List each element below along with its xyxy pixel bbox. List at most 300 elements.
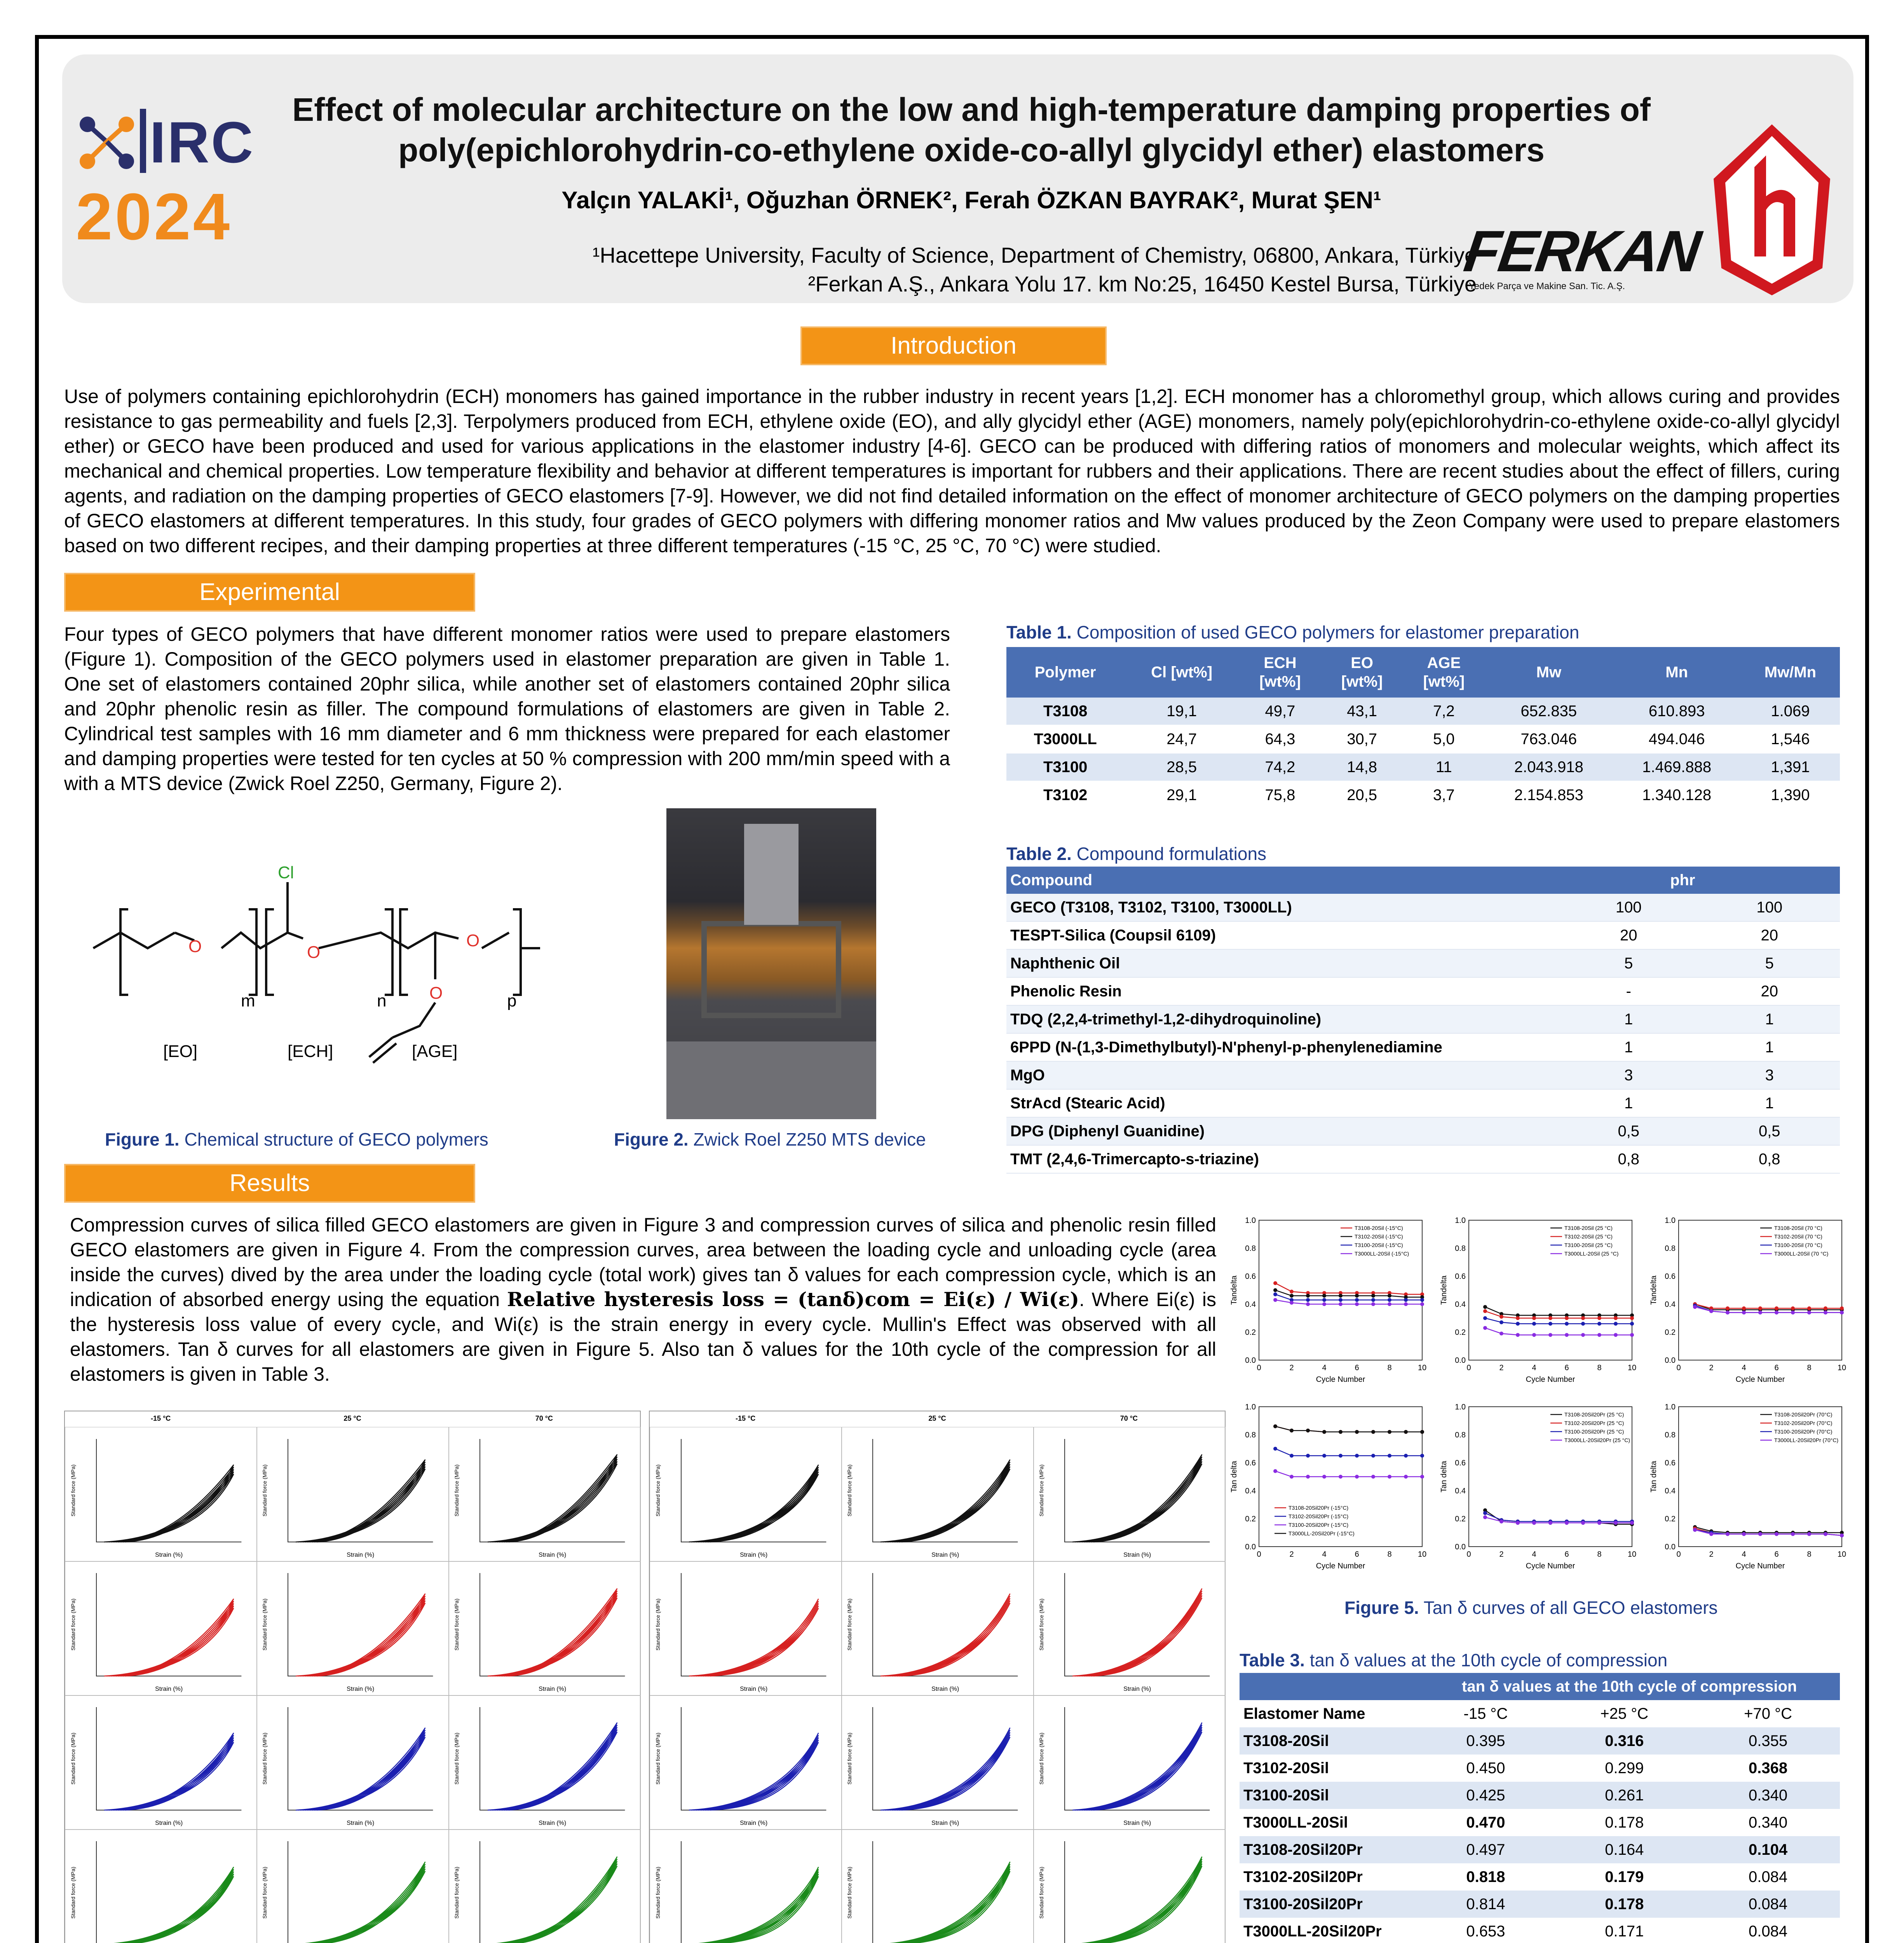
series-line: [1485, 1307, 1632, 1315]
x-axis-label: Strain (%): [931, 1686, 959, 1692]
data-point: [1597, 1322, 1601, 1326]
table-row: [1240, 1755, 1840, 1782]
table-cell: 0.178: [1552, 1809, 1696, 1836]
table-cell: 652.835: [1485, 698, 1613, 725]
x-tick-label: 8: [1387, 1364, 1392, 1372]
hysteresis-loop: [111, 1472, 234, 1542]
data-point: [1726, 1532, 1730, 1536]
column-title: -15 °C: [736, 1415, 756, 1422]
table-cell: 0.470: [1419, 1809, 1552, 1836]
table3: [1240, 1673, 1840, 1943]
table-cell: 6PPD (N-(1,3-Dimethylbutyl)-N'phenyl-p-phenylenediamine: [1006, 1033, 1558, 1061]
data-point: [1791, 1532, 1795, 1536]
hysteresis-loop: [303, 1735, 425, 1810]
fig1-o-ech: O: [307, 943, 321, 962]
table2: [1006, 867, 1840, 1174]
data-point: [1273, 1292, 1277, 1296]
x-axis-label: Strain (%): [1123, 1820, 1151, 1826]
x-tick-label: 0: [1676, 1364, 1681, 1372]
hysteresis-loop: [495, 1864, 617, 1943]
data-point: [1775, 1532, 1778, 1536]
column-title: 70 °C: [1120, 1415, 1138, 1422]
table-cell: 1: [1558, 1005, 1699, 1033]
data-point: [1824, 1311, 1827, 1315]
data-point: [1483, 1515, 1487, 1519]
y-tick-label: 1.0: [1665, 1403, 1676, 1411]
table-row: [1240, 1863, 1840, 1891]
y-axis-label: Tan delta: [1230, 1461, 1238, 1493]
fig1-p: p: [507, 991, 517, 1010]
logo-divider: [140, 109, 146, 173]
table-row: [1006, 1061, 1840, 1089]
legend-label: T3108-20Sil (70 °C): [1774, 1225, 1822, 1231]
table-cell: 20: [1699, 921, 1840, 949]
table-cell: T3102: [1006, 781, 1124, 809]
x-axis-label: Strain (%): [740, 1820, 768, 1826]
table1-header: Cl [wt%]: [1124, 647, 1239, 698]
introduction-text: Use of polymers containing epichlorohydrin (ECH) monomers has gained importance in the rubber industry in recent years [1,2]. ECH monomer has a chloromethyl group, which allows curing and provides resistance to gas permeability and fuels [2,3]. Terpolymers produced from ECH, ethylene oxide (EO), and ally glycidyl ether (AGE) monomers, namely poly(epichlorohydrin-co-ethylene oxide-co-allyl glycidyl ether) or GECO have been produced and used for various applications in the elastomer industry [4-6]. GECO can be produced with differing ratios of monomers and molecular weights, which affect its mechanical and chemical properties. Low temperature flexibility and behavior at different temperatures is important for rubbers and their applications. There are recent studies about the effect of fillers, curing agents, and radiation on the damping properties of GECO elastomers [7-9]. However, we did not find detailed information on the effect of monomer architecture of GECO polymers on the damping properties of GECO elastomers at different temperatures. In this study, four grades of GECO polymers with differing monomer ratios and Mw values produced by the Zeon Company were used to prepare elastomers based on two different recipes, and their damping properties at three different temperatures (-15 °C, 25 °C, 70 °C) were studied.: [64, 385, 1840, 556]
table-cell: 5: [1558, 949, 1699, 977]
y-tick-label: 0.0: [1455, 1356, 1466, 1365]
y-tick-label: 1.0: [1455, 1216, 1466, 1225]
hysteresis-loop: [1079, 1462, 1202, 1542]
compression-curve-plot: [65, 1427, 257, 1562]
data-point: [1548, 1316, 1552, 1320]
figure2-caption: [614, 1129, 926, 1150]
hysteresis-loop: [1082, 1464, 1202, 1542]
data-point: [1306, 1302, 1310, 1306]
data-point: [1355, 1302, 1359, 1306]
hysteresis-loop: [887, 1735, 1010, 1810]
figure3-compression-grid: [64, 1411, 641, 1943]
x-tick-label: 10: [1837, 1550, 1846, 1559]
tan-delta-chart: [1649, 1403, 1846, 1570]
hysteresis-loop: [492, 1593, 617, 1676]
table-cell: 1,391: [1741, 753, 1840, 781]
legend-label: T3000LL-20Sil20Pr (25 °C): [1564, 1437, 1630, 1443]
hysteresis-loop: [300, 1464, 425, 1542]
table-cell: T3100-20Sil: [1240, 1782, 1419, 1809]
y-tick-label: 1.0: [1245, 1216, 1256, 1225]
results-text-3: the hysteresis loss value of every cycle, and Wi(ε) is the strain energy in every cycle. Mullin's Effect was observed with all elastomers. Tan δ curves for all elastomers are given in Figure 5. Also tan δ values for the 10th cycle of the compression for all elastomers is given in Table 3.: [70, 1313, 1216, 1385]
hysteresis-loop: [698, 1608, 818, 1676]
figure1-chemical-structure: [78, 855, 622, 1088]
data-point: [1775, 1311, 1778, 1315]
data-point: [1630, 1316, 1634, 1320]
plot-frame: [1469, 1220, 1632, 1360]
y-tick-label: 0.6: [1665, 1272, 1676, 1281]
y-tick-label: 0.4: [1665, 1300, 1676, 1309]
fig1-n: n: [377, 991, 387, 1010]
figure2-caption-label: Figure 2.: [614, 1129, 689, 1149]
y-axis-label: Standard force (MPa): [846, 1464, 853, 1517]
table-cell: TMT (2,4,6-Trimercapto-s-triazine): [1006, 1145, 1558, 1173]
series-line: [1275, 1294, 1422, 1300]
x-tick-label: 4: [1532, 1550, 1536, 1559]
table-cell: 3: [1558, 1061, 1699, 1089]
y-tick-label: 0.8: [1245, 1431, 1256, 1439]
hacettepe-university-logo: [1706, 120, 1838, 299]
table3-header-row: [1240, 1700, 1840, 1727]
data-point: [1581, 1316, 1585, 1320]
y-axis-label: Standard force (MPa): [453, 1598, 460, 1651]
table-cell: 3,7: [1403, 781, 1485, 809]
legend-label: T3102-20Sil (-15°C): [1355, 1233, 1403, 1240]
series-line: [1275, 1426, 1422, 1432]
hysteresis-loop: [492, 1459, 617, 1542]
table2-header: [1699, 867, 1840, 894]
y-axis-label: Standard force (MPa): [655, 1464, 661, 1517]
table-row: [1006, 725, 1840, 753]
hysteresis-loop: [1082, 1598, 1202, 1676]
series-line: [1485, 1318, 1632, 1324]
hysteresis-loop: [490, 1591, 617, 1676]
table-cell: TESPT-Silica (Coupsil 6109): [1006, 921, 1558, 949]
table3-caption-text: tan δ values at the 10th cycle of compression: [1309, 1650, 1668, 1670]
data-point: [1807, 1306, 1811, 1310]
title-line-2: poly(epichlorohydrin-co-ethylene oxide-co-allyl glycidyl ether) elastomers: [398, 132, 1545, 168]
table2-header: phr: [1558, 867, 1699, 894]
data-point: [1548, 1333, 1552, 1337]
data-point: [1420, 1302, 1424, 1306]
table-cell: 0.653: [1419, 1918, 1552, 1943]
y-tick-label: 0.8: [1455, 1244, 1466, 1253]
table-cell: 1: [1558, 1033, 1699, 1061]
table-row: [1006, 894, 1840, 921]
experimental-text: Four types of GECO polymers that have different monomer ratios were used to prepare elastomers (Figure 1). Composition of the GECO polymers used in elastomer preparation are given in Table 1. One set of elastomers contained 20phr silica, while another set of elastomers contained 20phr silica and 20phr phenolic resin as filler. The compound formulations of elastomers are given in Table 2. Cylindrical test samples with 16 mm diameter and 6 mm thickness were prepared for each elastomer and damping properties were tested for ten cycles at 50 % compression with 200 mm/min speed with a with a MTS device (Zwick Roel Z250, Germany, Figure 2).: [64, 623, 950, 794]
table1-header: AGE [wt%]: [1403, 647, 1485, 698]
y-axis-label: Tandelta: [1649, 1275, 1658, 1305]
data-point: [1404, 1430, 1408, 1434]
data-point: [1630, 1333, 1634, 1337]
table-cell: 11: [1403, 753, 1485, 781]
table-cell: 1.469.888: [1613, 753, 1741, 781]
legend-label: T3100-20Sil (25 °C): [1564, 1242, 1613, 1248]
legend-label: T3108-20Sil (-15°C): [1355, 1225, 1403, 1231]
y-tick-label: 0.0: [1665, 1356, 1676, 1365]
section-title-experimental: Experimental: [64, 573, 475, 612]
y-tick-label: 0.4: [1245, 1300, 1256, 1309]
plot-axes: [681, 1573, 826, 1676]
table-row: [1006, 921, 1840, 949]
x-tick-label: 6: [1355, 1550, 1359, 1559]
ferkan-logo: [1460, 218, 1703, 295]
results-text: [70, 1212, 1216, 1387]
data-point: [1306, 1294, 1310, 1298]
tan-delta-chart: [1230, 1403, 1426, 1570]
data-point: [1388, 1298, 1391, 1302]
data-point: [1388, 1294, 1391, 1298]
y-tick-label: 0.8: [1665, 1431, 1676, 1439]
table-cell: 64,3: [1239, 725, 1321, 753]
y-tick-label: 0.4: [1455, 1487, 1466, 1495]
x-axis-label: Strain (%): [538, 1686, 566, 1692]
series-line: [1275, 1471, 1422, 1477]
table-cell: 0.450: [1419, 1755, 1552, 1782]
x-tick-label: 2: [1499, 1364, 1504, 1372]
column-title: -15 °C: [151, 1415, 171, 1422]
table-row: [1006, 698, 1840, 725]
table-cell: 0.084: [1696, 1918, 1840, 1943]
y-tick-label: 0.2: [1455, 1328, 1466, 1337]
table-cell: 3: [1699, 1061, 1840, 1089]
data-point: [1483, 1305, 1487, 1309]
results-text-2b: . Where Ei(ε) is: [1079, 1289, 1216, 1310]
data-point: [1306, 1454, 1310, 1458]
data-point: [1565, 1333, 1569, 1337]
x-axis-label: Cycle Number: [1316, 1562, 1365, 1570]
data-point: [1290, 1301, 1294, 1305]
x-axis-label: Strain (%): [740, 1686, 768, 1692]
hysteresis-loop: [890, 1737, 1010, 1810]
hysteresis-loop: [113, 1608, 234, 1676]
compression-curve-plot: [256, 1427, 449, 1562]
y-tick-label: 0.2: [1665, 1515, 1676, 1523]
data-point: [1273, 1447, 1277, 1451]
data-point: [1614, 1316, 1618, 1320]
y-axis-label: Tandelta: [1440, 1275, 1448, 1305]
y-tick-label: 0.4: [1245, 1487, 1256, 1495]
table-row: [1240, 1918, 1840, 1943]
data-point: [1420, 1475, 1424, 1479]
table-cell: StrAcd (Stearic Acid): [1006, 1089, 1558, 1117]
compression-curve-plot: [841, 1829, 1034, 1943]
data-point: [1290, 1454, 1294, 1458]
data-point: [1483, 1316, 1487, 1320]
table1-header: Mw/Mn: [1741, 647, 1840, 698]
x-axis-label: Strain (%): [155, 1552, 183, 1558]
data-point: [1388, 1302, 1391, 1306]
data-point: [1824, 1306, 1827, 1310]
table-cell: 20: [1558, 921, 1699, 949]
data-point: [1355, 1454, 1359, 1458]
figure5-tan-delta-charts: [1228, 1212, 1850, 1585]
data-point: [1273, 1469, 1277, 1473]
x-axis-label: Strain (%): [931, 1820, 959, 1826]
data-point: [1840, 1311, 1844, 1315]
table3-header: +25 °C: [1552, 1700, 1696, 1727]
network-icon: [76, 109, 138, 175]
figure1-caption-text: Chemical structure of GECO polymers: [184, 1129, 488, 1149]
table-row: [1240, 1891, 1840, 1918]
data-point: [1273, 1298, 1277, 1302]
fig1-o-eo: O: [188, 937, 202, 956]
compression-curve-plot: [1033, 1829, 1226, 1943]
table-cell: 0.340: [1696, 1809, 1840, 1836]
y-tick-label: 0.6: [1245, 1272, 1256, 1281]
table-cell: T3108-20Sil20Pr: [1240, 1836, 1419, 1863]
data-point: [1371, 1475, 1375, 1479]
legend-label: T3102-20Sil20Pr (-15°C): [1289, 1513, 1349, 1519]
table-row: [1240, 1782, 1840, 1809]
hysteresis-loop: [1082, 1866, 1202, 1943]
table-cell: 0.104: [1696, 1836, 1840, 1863]
table-cell: GECO (T3108, T3102, T3100, T3000LL): [1006, 894, 1558, 921]
table-cell: 0.497: [1419, 1836, 1552, 1863]
data-point: [1532, 1322, 1536, 1326]
data-point: [1388, 1430, 1391, 1434]
table-cell: 0.171: [1552, 1918, 1696, 1943]
data-point: [1565, 1521, 1569, 1525]
table-row: [1006, 977, 1840, 1005]
table-cell: 2.043.918: [1485, 753, 1613, 781]
table-cell: T3102-20Sil20Pr: [1240, 1863, 1419, 1891]
y-axis-label: Standard force (MPa): [262, 1464, 268, 1517]
hysteresis-loop: [497, 1598, 617, 1676]
hysteresis-loop: [305, 1469, 425, 1542]
x-tick-label: 4: [1742, 1364, 1746, 1372]
x-tick-label: 0: [1676, 1550, 1681, 1559]
y-axis-label: Standard force (MPa): [262, 1866, 268, 1919]
table-cell: 5,0: [1403, 725, 1485, 753]
data-point: [1565, 1316, 1569, 1320]
y-tick-label: 0.4: [1455, 1300, 1466, 1309]
table-cell: 100: [1558, 894, 1699, 921]
data-point: [1532, 1316, 1536, 1320]
y-tick-label: 0.6: [1665, 1459, 1676, 1467]
data-point: [1548, 1322, 1552, 1326]
compression-curve-plot: [448, 1829, 641, 1943]
data-point: [1840, 1306, 1844, 1310]
y-tick-label: 0.8: [1665, 1244, 1676, 1253]
x-axis-label: Strain (%): [538, 1552, 566, 1558]
compression-curve-plot: [448, 1427, 641, 1562]
title-line-1: Effect of molecular architecture on the low and high-temperature damping properties of: [292, 91, 1651, 128]
hysteresis-loop: [698, 1474, 818, 1542]
series-line: [1485, 1513, 1632, 1522]
data-point: [1355, 1298, 1359, 1302]
data-point: [1614, 1333, 1618, 1337]
y-axis-label: Standard force (MPa): [70, 1598, 76, 1651]
table-cell: DPG (Diphenyl Guanidine): [1006, 1117, 1558, 1145]
x-tick-label: 6: [1774, 1364, 1779, 1372]
table3-caption-label: Table 3.: [1240, 1650, 1305, 1670]
table-cell: Phenolic Resin: [1006, 977, 1558, 1005]
x-tick-label: 2: [1709, 1550, 1714, 1559]
series-line: [1275, 1426, 1422, 1432]
x-tick-label: 10: [1418, 1364, 1427, 1372]
poster-title: [272, 89, 1671, 170]
y-axis-label: Standard force (MPa): [1038, 1732, 1044, 1785]
table-cell: T3102-20Sil: [1240, 1755, 1419, 1782]
hysteresis-loop: [890, 1469, 1010, 1542]
figure4-compression-grid: [649, 1411, 1226, 1943]
compression-curve-plot: [256, 1829, 449, 1943]
data-point: [1322, 1298, 1326, 1302]
table-cell: 74,2: [1239, 753, 1321, 781]
data-point: [1388, 1454, 1391, 1458]
y-tick-label: 0.6: [1455, 1272, 1466, 1281]
table-cell: 1: [1699, 1005, 1840, 1033]
y-tick-label: 0.0: [1245, 1543, 1256, 1551]
table2-header-row: [1006, 867, 1840, 894]
table1-caption-label: Table 1.: [1006, 622, 1072, 642]
compression-curve-plot: [1033, 1561, 1226, 1696]
data-point: [1581, 1521, 1585, 1525]
table-cell: 5: [1699, 949, 1840, 977]
data-point: [1726, 1311, 1730, 1315]
x-tick-label: 0: [1257, 1364, 1261, 1372]
data-point: [1306, 1298, 1310, 1302]
table-cell: T3100: [1006, 753, 1124, 781]
table-cell: 100: [1699, 894, 1840, 921]
compression-curve-plot: [841, 1561, 1034, 1696]
table-cell: 24,7: [1124, 725, 1239, 753]
data-point: [1322, 1294, 1326, 1298]
data-point: [1273, 1281, 1277, 1285]
y-axis-label: Standard force (MPa): [1038, 1598, 1044, 1651]
x-axis-label: Strain (%): [740, 1552, 768, 1558]
fig1-label-ech: [ECH]: [288, 1042, 333, 1061]
series-line: [1275, 1283, 1422, 1294]
data-point: [1614, 1322, 1618, 1326]
data-point: [1404, 1454, 1408, 1458]
table-cell: 0.425: [1419, 1782, 1552, 1809]
fig1-m: m: [241, 991, 255, 1010]
compression-curve-plot: [841, 1695, 1034, 1830]
table-row: [1006, 1005, 1840, 1033]
y-tick-label: 1.0: [1665, 1216, 1676, 1225]
table3-group-header-row: [1240, 1673, 1840, 1700]
data-point: [1290, 1294, 1294, 1298]
table-cell: 0.261: [1552, 1782, 1696, 1809]
x-tick-label: 2: [1289, 1364, 1294, 1372]
irc-logo: [76, 101, 258, 264]
data-point: [1516, 1322, 1520, 1326]
table3-caption: [1240, 1650, 1667, 1671]
hysteresis-loop: [111, 1740, 234, 1810]
legend-label: T3000LL-20Sil20Pr (-15°C): [1289, 1530, 1355, 1537]
table1-header: Mn: [1613, 647, 1741, 698]
x-axis-label: Strain (%): [1123, 1686, 1151, 1692]
fig1-label-age: [AGE]: [412, 1042, 458, 1061]
table-cell: 75,8: [1239, 781, 1321, 809]
data-point: [1322, 1475, 1326, 1479]
hysteresis-loop: [305, 1871, 425, 1943]
hysteresis-loop: [497, 1464, 617, 1542]
data-point: [1516, 1333, 1520, 1337]
y-tick-label: 0.4: [1665, 1487, 1676, 1495]
hysteresis-loop: [495, 1462, 617, 1542]
compression-curve-plot: [841, 1427, 1034, 1562]
hysteresis-loop: [694, 1737, 818, 1810]
y-tick-label: 0.2: [1665, 1328, 1676, 1337]
legend-label: T3108-20Sil (25 °C): [1564, 1225, 1613, 1231]
x-axis-label: Cycle Number: [1316, 1375, 1365, 1384]
data-point: [1597, 1333, 1601, 1337]
x-tick-label: 10: [1418, 1550, 1427, 1559]
data-point: [1791, 1306, 1795, 1310]
data-point: [1355, 1475, 1359, 1479]
y-tick-label: 1.0: [1245, 1403, 1256, 1411]
hysteresis-loop: [1079, 1596, 1202, 1676]
table-row: [1006, 1033, 1840, 1061]
y-tick-label: 0.8: [1455, 1431, 1466, 1439]
compression-curve-plot: [256, 1695, 449, 1830]
hysteresis-loop: [113, 1876, 234, 1943]
table-cell: T3000LL-20Sil: [1240, 1809, 1419, 1836]
x-tick-label: 10: [1627, 1550, 1637, 1559]
x-tick-label: 0: [1466, 1364, 1471, 1372]
data-point: [1322, 1430, 1326, 1434]
y-tick-label: 0.0: [1245, 1356, 1256, 1365]
data-point: [1597, 1316, 1601, 1320]
y-axis-label: Standard force (MPa): [846, 1866, 853, 1919]
data-point: [1322, 1454, 1326, 1458]
ferkan-logo-subtitle: Yedek Parça ve Makine San. Tic. A.Ş.: [1469, 281, 1625, 291]
table-cell: 0,8: [1699, 1145, 1840, 1173]
table-cell: 29,1: [1124, 781, 1239, 809]
